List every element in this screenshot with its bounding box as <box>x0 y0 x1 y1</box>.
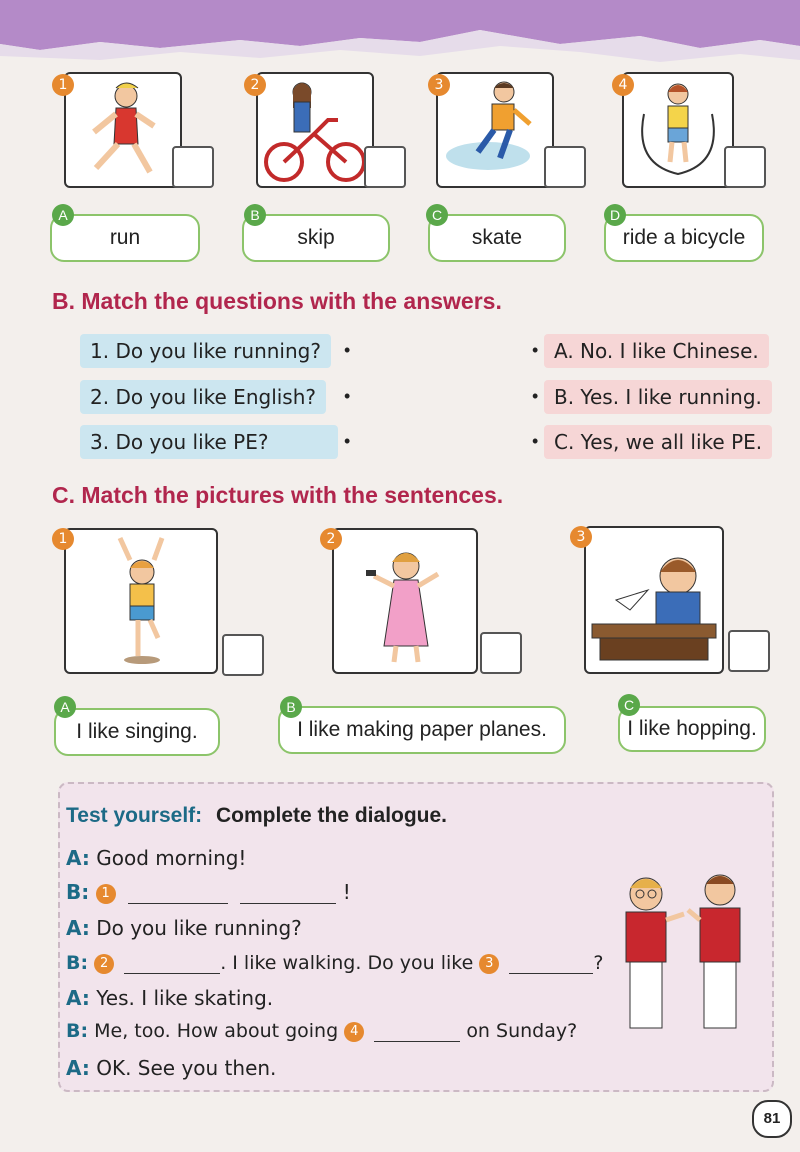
speaker-label: A: <box>66 1056 90 1080</box>
blank-4-number: 4 <box>344 1022 364 1042</box>
dialogue-line-1 <box>66 846 246 870</box>
speaker-label: B: <box>66 880 90 904</box>
c-option-b-pill[interactable] <box>278 706 566 754</box>
test-heading <box>66 804 447 828</box>
line-text: Do you like running? <box>96 916 302 940</box>
blank-2[interactable] <box>124 953 220 974</box>
line-pre: Me, too. How about going <box>94 1020 339 1042</box>
test-label: Test yourself: <box>66 804 203 827</box>
option-a-letter: A <box>52 204 74 226</box>
blank-2-number: 2 <box>94 954 114 974</box>
c-picture-2-frame <box>332 528 478 674</box>
test-instruction: Complete the dialogue. <box>216 804 448 827</box>
singing-girl-icon <box>334 530 476 672</box>
c-picture-3-frame <box>584 526 724 674</box>
line-mid: . I like walking. Do you like <box>220 952 474 974</box>
picture-4-frame <box>622 72 734 188</box>
c-picture-1-frame <box>64 528 218 674</box>
line-text: OK. See you then. <box>96 1056 277 1080</box>
girl-with-bicycle-icon <box>258 74 372 186</box>
c-picture-2-answer-box[interactable] <box>480 632 522 674</box>
c-picture-1-number: 1 <box>52 528 74 550</box>
c-option-b-text: I like making paper planes. <box>297 718 547 741</box>
c-option-c-pill[interactable] <box>618 706 766 752</box>
c-picture-1-answer-box[interactable] <box>222 634 264 676</box>
blank-1a[interactable] <box>128 883 228 904</box>
blank-3[interactable] <box>509 953 593 974</box>
answer-3: C. Yes, we all like PE. <box>544 425 772 459</box>
skipping-girl-icon <box>624 74 732 186</box>
question-3: 3. Do you like PE? <box>80 425 338 459</box>
question-1: 1. Do you like running? <box>80 334 331 368</box>
picture-3-number: 3 <box>428 74 450 96</box>
c-option-a-text: I like singing. <box>76 720 198 743</box>
line-text: Good morning! <box>96 846 247 870</box>
answer-1: A. No. I like Chinese. <box>544 334 769 368</box>
picture-3-answer-box[interactable] <box>544 146 586 188</box>
speaker-label: B: <box>66 1020 89 1042</box>
blank-1b[interactable] <box>240 883 336 904</box>
line-end: ? <box>593 952 604 974</box>
dialogue-line-6 <box>66 1020 577 1042</box>
section-b-heading: B. Match the questions with the answers. <box>52 288 502 314</box>
speaker-label: A: <box>66 916 90 940</box>
line-end: ! <box>342 880 351 904</box>
c-picture-3-answer-box[interactable] <box>728 630 770 672</box>
blank-4[interactable] <box>374 1021 460 1042</box>
line-end: on Sunday? <box>466 1020 578 1042</box>
answer-2-dot[interactable]: • <box>532 386 539 406</box>
c-option-b-letter: B <box>280 696 302 718</box>
picture-4-number: 4 <box>612 74 634 96</box>
option-b-pill[interactable] <box>242 214 390 262</box>
option-a-text: run <box>109 226 141 249</box>
speaker-label: B: <box>66 952 89 974</box>
c-picture-2-number: 2 <box>320 528 342 550</box>
answer-2: B. Yes. I like running. <box>544 380 772 414</box>
page-number: 81 <box>752 1100 792 1138</box>
section-c-heading: C. Match the pictures with the sentences. <box>52 482 504 508</box>
option-c-text: skate <box>471 226 523 249</box>
question-1-dot[interactable]: • <box>344 340 351 360</box>
line-text: Yes. I like skating. <box>96 986 274 1010</box>
option-d-text: ride a bicycle <box>622 226 746 249</box>
hopping-boy-icon <box>66 530 216 672</box>
picture-1-frame <box>64 72 182 188</box>
option-c-letter: C <box>426 204 448 226</box>
picture-4-answer-box[interactable] <box>724 146 766 188</box>
picture-2-answer-box[interactable] <box>364 146 406 188</box>
option-a-pill[interactable] <box>50 214 200 262</box>
dialogue-line-7 <box>66 1056 276 1080</box>
speaker-label: A: <box>66 846 90 870</box>
speaker-label: A: <box>66 986 90 1010</box>
picture-1-answer-box[interactable] <box>172 146 214 188</box>
option-d-pill[interactable] <box>604 214 764 262</box>
picture-2-number: 2 <box>244 74 266 96</box>
skating-boy-icon <box>438 74 552 186</box>
option-c-pill[interactable] <box>428 214 566 262</box>
answer-1-dot[interactable]: • <box>532 340 539 360</box>
c-option-a-letter: A <box>54 696 76 718</box>
dialogue-line-2 <box>66 880 351 904</box>
picture-1-number: 1 <box>52 74 74 96</box>
answer-3-dot[interactable]: • <box>532 431 539 451</box>
option-d-letter: D <box>604 204 626 226</box>
top-banner <box>0 0 800 70</box>
picture-3-frame <box>436 72 554 188</box>
question-2: 2. Do you like English? <box>80 380 326 414</box>
question-2-dot[interactable]: • <box>344 386 351 406</box>
running-boy-icon <box>66 74 180 186</box>
paper-plane-boy-icon <box>586 528 722 672</box>
blank-1-number: 1 <box>96 884 116 904</box>
option-b-text: skip <box>297 226 335 249</box>
question-3-dot[interactable]: • <box>344 431 351 451</box>
dialogue-line-3 <box>66 916 302 940</box>
picture-2-frame <box>256 72 374 188</box>
dialogue-line-4 <box>66 952 603 974</box>
c-option-c-text: I like hopping. <box>627 717 757 740</box>
blank-3-number: 3 <box>479 954 499 974</box>
c-option-a-pill[interactable] <box>54 708 220 756</box>
dialogue-line-5 <box>66 986 273 1010</box>
c-picture-3-number: 3 <box>570 526 592 548</box>
two-boys-talking-icon <box>608 864 758 1040</box>
option-b-letter: B <box>244 204 266 226</box>
c-option-c-letter: C <box>618 694 640 716</box>
